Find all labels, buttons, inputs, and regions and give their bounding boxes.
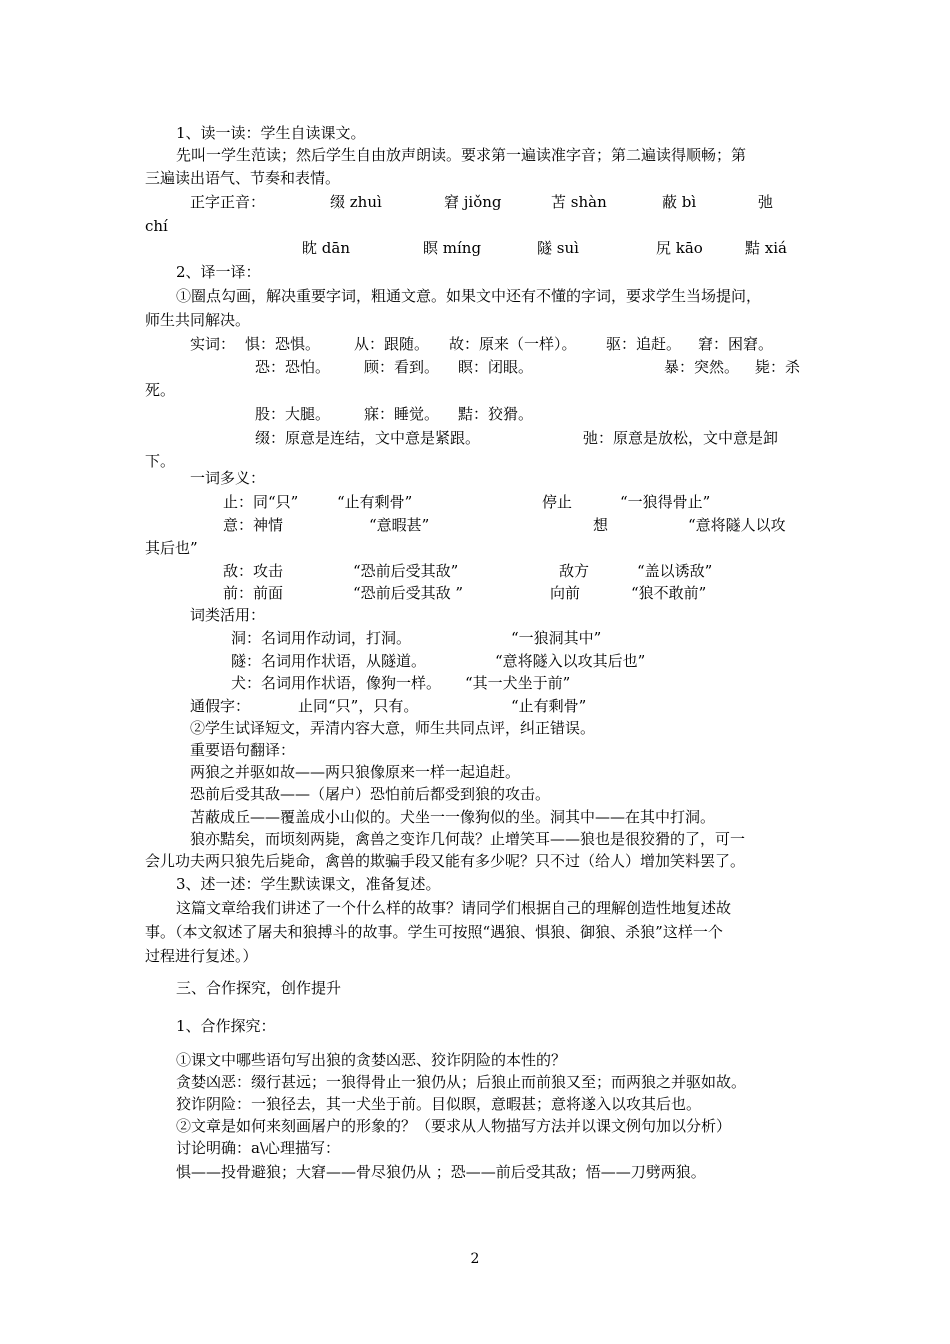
text-line: 1、读一读：学生自读课文。 [176,124,366,142]
text-line: 会儿功夫两只狼先后毙命，禽兽的欺骗手段又能有多少呢？只不过（给人）增加笑料罢了。 [145,852,746,870]
text-line: 过程进行复述。） [145,947,258,965]
text-line: 寐：睡觉。 [364,405,440,423]
text-line: 隧：名词用作状语，从隧道。 [231,652,427,670]
text-line: “意将隧入以攻其后也” [495,652,646,670]
text-line: 狡诈阴险：一狼径去，其一犬坐于前。目似瞑，意暇甚；意将遂入以攻其后也。 [176,1095,702,1113]
text-line: 1、合作探究： [176,1017,276,1035]
text-line: 3、述一述：学生默读课文，准备复述。 [176,875,441,893]
text-line: ①圈点勾画，解决重要字词，粗通文意。如果文中还有不懂的字词，要求学生当场提问， [176,287,762,305]
text-line: 死。 [145,381,176,399]
text-line: 实词： [190,335,236,353]
text-line: 止：同“只” [223,493,299,511]
text-line: “恐前后受其敌 ” [353,584,464,602]
text-line: “意将隧人以攻 [688,516,786,534]
text-line: 洞：名词用作动词，打洞。 [231,629,412,647]
text-line: 缀 zhuì [330,193,382,211]
text-line: 窘：困窘。 [698,335,774,353]
text-line: 瞑 míng [423,239,482,257]
text-line: “意暇甚” [369,516,430,534]
text-line: “狼不敢前” [631,584,707,602]
text-line: 股：大腿。 [255,405,331,423]
text-line: 讨论明确：a\心理描写： [176,1139,340,1157]
text-line: ②学生试译短文，弄清内容大意，师生共同点评，纠正错误。 [190,719,596,737]
text-line: ②文章是如何来刻画屠户的形象的？（要求从人物描写方法并以课文例句加以分析） [176,1117,732,1135]
text-line: 驱：追赶。 [606,335,682,353]
text-line: 重要语句翻译： [190,741,296,759]
text-line: “盖以诱敌” [637,562,713,580]
text-line: 下。 [145,452,176,470]
text-line: 恐：恐怕。 [255,358,331,376]
text-line: 其后也” [145,539,198,557]
text-line: 尻 kāo [656,239,703,257]
text-line: “止有剩骨” [337,493,413,511]
text-line: 毙：杀 [755,358,801,376]
text-line: 从：跟随。 [354,335,430,353]
text-line: “其一犬坐于前” [465,674,571,692]
text-line: 前：前面 [223,584,284,602]
text-line: 师生共同解决。 [145,311,251,329]
text-line: “一狼洞其中” [511,629,602,647]
page-number: 2 [470,1251,480,1267]
text-line: 弛：原意是放松，文中意是卸 [583,429,779,447]
text-line: ①课文中哪些语句写出狼的贪婪凶恶、狡诈阴险的本性的？ [176,1051,567,1069]
text-line: chí [145,217,168,235]
text-line: 意：神情 [223,516,284,534]
text-line: 向前 [550,584,581,602]
text-line: 贪婪凶恶：缀行甚远；一狼得骨止一狼仍从；后狼止而前狼又至；而两狼之并驱如故。 [176,1073,747,1091]
text-line: 瞑：闭眼。 [458,358,534,376]
text-line: 苫 shàn [551,193,607,211]
text-line: “恐前后受其敌” [353,562,459,580]
text-line: 狼亦黠矣，而顷刻两毙，禽兽之变诈几何哉？止增笑耳——狼也是很狡猾的了，可一 [190,830,746,848]
text-line: 事。（本文叙述了屠夫和狼搏斗的故事。学生可按照“遇狼、惧狼、御狼、杀狼”这样一个 [145,923,723,941]
text-line: 眈 dān [302,239,350,257]
text-line: 停止 [542,493,573,511]
text-line: 敌：攻击 [223,562,284,580]
text-line: 窘 jiǒng [444,193,502,211]
text-line: 两狼之并驱如故——两只狼像原来一样一起追赶。 [190,763,521,781]
text-line: 黠 xiá [745,239,787,257]
text-line: “止有剩骨” [511,697,587,715]
text-line: 止同“只”，只有。 [298,697,419,715]
text-line: 词类活用： [190,606,266,624]
text-line: 隧 suì [537,239,579,257]
text-line: 弛 [758,193,774,211]
text-line: 惧——投骨避狼；大窘——骨尽狼仍从 ；恐——前后受其敌；悟——刀劈两狼。 [176,1163,706,1181]
text-line: 先叫一学生范读；然后学生自由放声朗读。要求第一遍读准字音；第二遍读得顺畅；第 [176,146,747,164]
text-line: 2、译一译： [176,263,261,281]
text-line: 敌方 [559,562,590,580]
text-line: 缀：原意是连结，文中意是紧跟。 [255,429,481,447]
section-heading: 三、合作探究，创作提升 [176,979,342,997]
text-line: 三遍读出语气、节奏和表情。 [145,169,341,187]
text-line: 顾：看到。 [364,358,440,376]
text-line: 蔽 bì [662,193,697,211]
text-line: 故：原来（一样）。 [449,335,577,353]
text-line: 这篇文章给我们讲述了一个什么样的故事？请同学们根据自己的理解创造性地复述故 [176,899,732,917]
text-line: 惧：恐惧。 [245,335,321,353]
text-line: 暴：突然。 [664,358,740,376]
text-line: “一狼得骨止” [620,493,711,511]
text-line: 通假字： [190,697,251,715]
text-line: 想 [593,516,609,534]
text-line: 犬：名词用作状语，像狗一样。 [231,674,442,692]
text-line: 一词多义： [190,469,266,487]
text-line: 正字正音： [190,193,266,211]
text-line: 苫蔽成丘——覆盖成小山似的。犬坐一一像狗似的坐。洞其中——在其中打洞。 [190,808,716,826]
text-line: 黠：狡猾。 [458,405,534,423]
text-line: 恐前后受其敌——（屠户）恐怕前后都受到狼的攻击。 [190,785,551,803]
